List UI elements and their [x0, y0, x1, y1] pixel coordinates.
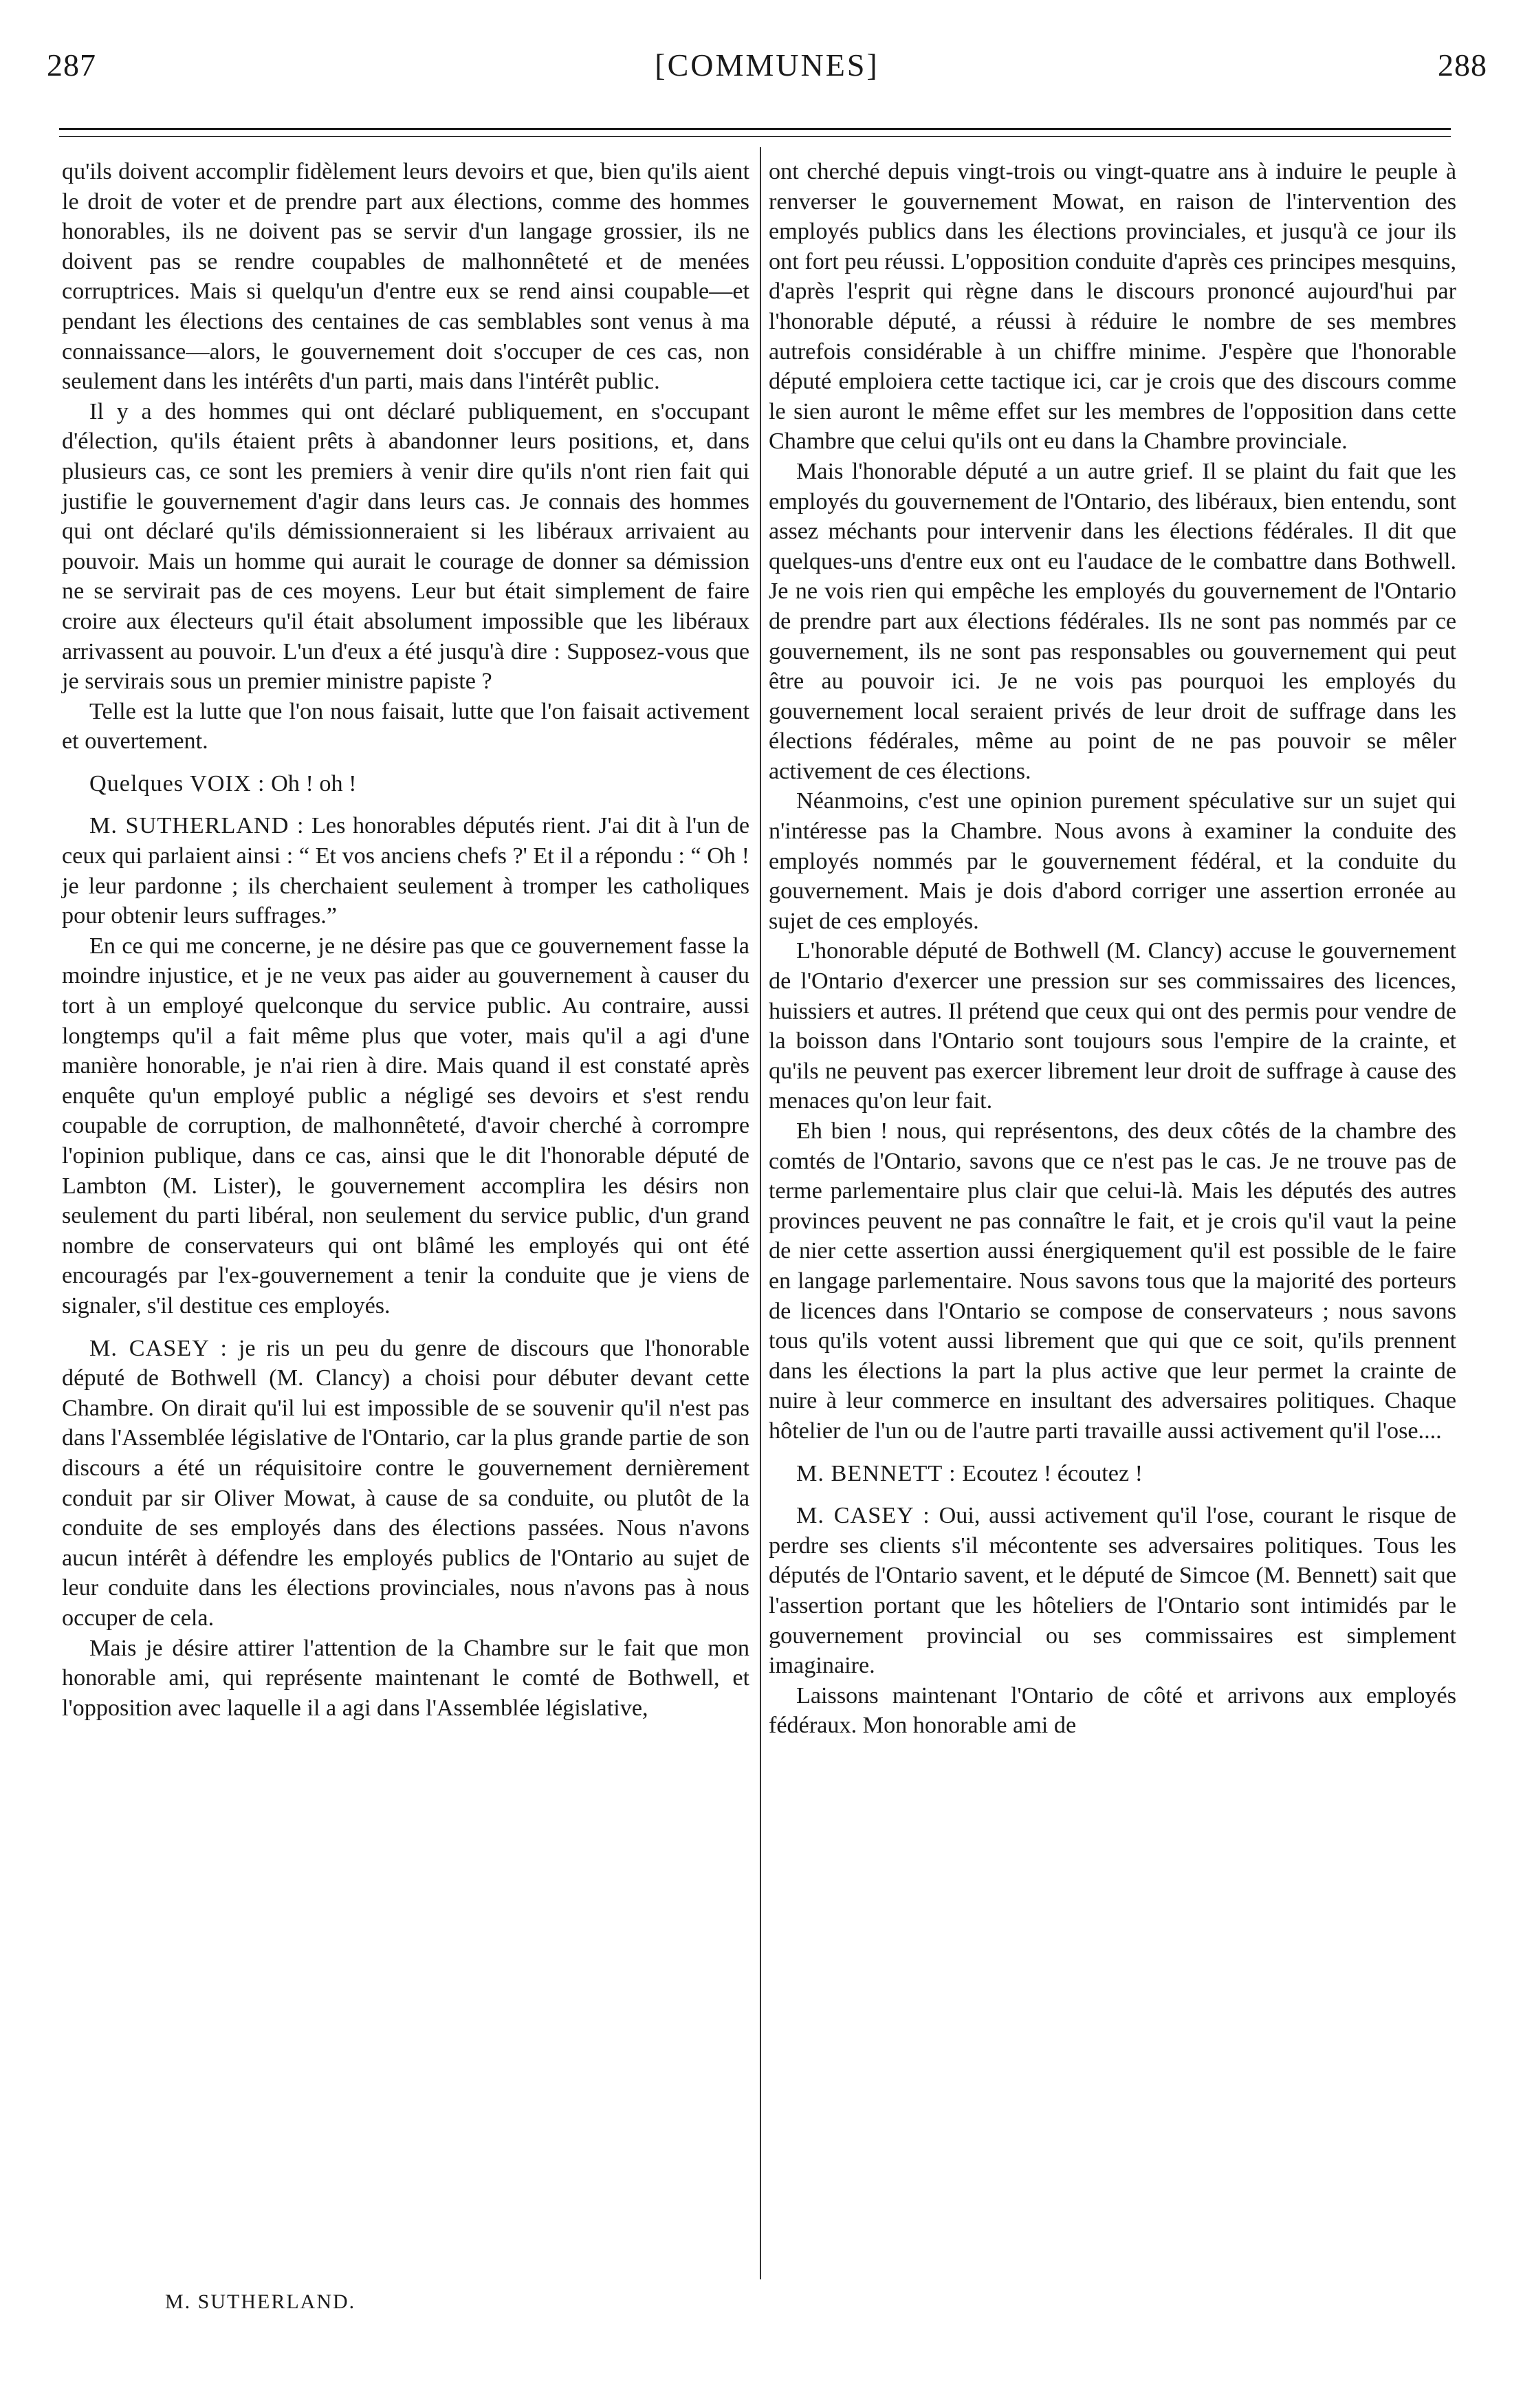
column-divider [760, 147, 761, 2279]
paragraph: qu'ils doivent accomplir fidèlement leurs devoirs et que, bien qu'ils aient le droit de voter et de prendre part aux élections, comme des hommes honorables, ils ne doivent pas se servir d'un langage grossier, ils ne doivent pas se rendre coupables de malhonnêteté et de menées corruptrices. Mais si quelqu'un d'entre eux se rend ainsi coupable—et pendant les élections des centaines de cas semblables sont venus à ma connaissance—alors, le gouvernement doit s'occuper de ces cas, non seulement dans les intérêts d'un parti, mais dans l'intérêt public. [62, 159, 749, 395]
header-rule-bottom [59, 136, 1451, 137]
paragraph: Eh bien ! nous, qui représentons, des deux côtés de la chambre des comtés de l'Ontario, savons que ce n'est pas le cas. Je ne trouve pas de terme parlementaire plus clair que celui-là. Mais les députés des autres provinces peuvent ne pas connaître le fait, et je crois qu'il vaut la peine de nier cette assertion aussi énergiquement qu'il est possible de le faire en langage parlementaire. Nous savons tous que la majorité des porteurs de licences dans l'Ontario se compose de conservateurs ; nous savons tous qu'ils votent aussi librement que qui que ce soit, qu'ils prennent dans les élections la part la plus active que leur permet la crainte de nuire à leur commerce en insultant des adversaires politiques. Chaque hôtelier de l'un ou de l'autre parti travaille aussi activement qu'il l'ose.... [769, 1118, 1456, 1444]
page-number-left: 287 [47, 47, 96, 83]
paragraph: En ce qui me concerne, je ne désire pas que ce gouvernement fasse la moindre injustice, et je ne veux pas aider au gouvernement à causer du tort à un employé quelconque du service public. Au contraire, aussi longtemps qu'il a fait même plus que voter, mais qu'il a agi d'une manière honorable, je n'ai rien à dire. Mais quand il est constaté après enquête qu'un employé public a négligé ses devoirs et s'est rendu coupable de corruption, de malhonnêteté, d'avoir cherché à corrompre l'opinion publique, dans ce cas, ainsi que le dit l'honorable député de Lambton (M. Lister), le gouvernement accomplira les désirs non seulement du parti libéral, non seulement du service public, d'un grand nombre de conservateurs qui ont blâmé les employés qui ont été encouragés par l'ex-gouvernement a tenir la conduite que je viens de signaler, s'il destitue ces employés. [62, 933, 749, 1319]
paragraph: Néanmoins, c'est une opinion purement spéculative sur un sujet qui n'intéresse pas la Chambre. Nous avons à examiner la conduite des employés nommés par le gouvernement fédéral, et la conduite du gouvernement. Mais je dois d'abord corriger une assertion erronée au sujet de ces employés. [769, 788, 1456, 934]
paragraph: L'honorable député de Bothwell (M. Clancy) accuse le gouvernement de l'Ontario d'exercer une pression sur ses commissaires des licences, huissiers et autres. Il prétend que ceux qui ont des permis pour vendre de la boisson dans l'Ontario sont toujours sous l'empire de la crainte, et qu'ils ne peuvent pas exercer librement leur droit de suffrage à cause des menaces qu'on leur fait. [769, 938, 1456, 1114]
interjection [62, 769, 749, 799]
paragraph: ont cherché depuis vingt-trois ou vingt-quatre ans à induire le peuple à renverser le gouvernement Mowat, en raison de l'intervention des employés publics dans les élections provinciales, et jusqu'à ce jour ils ont fort peu réussi. L'opposition conduite d'après ces principes mesquins, d'après l'esprit qui règne dans le discours prononcé aujourd'hui par l'honorable député, a réussi à réduire le nombre de ses membres autrefois considérable à un chiffre minime. J'espère que l'honorable député emploiera cette tactique ici, car je crois que des discours comme le sien auront le même effet sur les membres de l'opposition dans cette Chambre que celui qu'ils ont eu dans la Chambre provinciale. [769, 159, 1456, 455]
running-title: [COMMUNES] [655, 47, 879, 83]
paragraph: Telle est la lutte que l'on nous faisait, lutte que l'on faisait activement et ouvertement. [62, 698, 749, 755]
speech-text: Ecoutez ! écoutez ! [962, 1460, 1143, 1486]
right-column [769, 157, 1456, 1741]
speech-text: je ris un peu du genre de discours que l'honorable député de Bothwell (M. Clancy) a choisi pour débuter devant cette Chambre. On dirait qu'il lui est impossible de se souvenir qu'il n'est pas dans l'Assemblée législative de l'Ontario, car la plus grande partie de son discours a été un réquisitoire contre le gouvernement dernièrement conduit par sir Oliver Mowat, à cause de sa conduite, ou plutôt de la conduite de ses employés dans des élections passées. Nous n'avons aucun intérêt à défendre les employés publics de l'Ontario au sujet de leur conduite dans les élections provinciales, nous n'avons pas à nous occuper de cela. [62, 1335, 749, 1631]
left-column [62, 157, 749, 1723]
paragraph: Mais l'honorable député a un autre grief. Il se plaint du fait que les employés du gouvernement de l'Ontario, des libéraux, bien entendu, sont assez méchants pour intervenir dans les élections fédérales. Il dit que quelques-uns d'entre eux ont eu l'audace de le combattre dans Bothwell. Je ne vois rien qui empêche les employés du gouvernement de l'Ontario de prendre part aux élections fédérales. Ils ne sont pas nommés par ce gouvernement, ils ne sont pas responsables ou gouvernement qui peut être au pouvoir ici. Je ne vois pas pourquoi les employés du gouvernement local seraient privés de leur droit de suffrage dans les élections fédérales, même au point de ne pas pouvoir se mêler activement de ces élections. [769, 458, 1456, 784]
speaker-name: M. CASEY : [89, 1335, 228, 1361]
speaker-name: M. BENNETT : [796, 1460, 956, 1486]
speech [62, 811, 749, 931]
speech-text: Oui, aussi activement qu'il l'ose, courant le risque de perdre ses clients s'il mécontente ses adversaires politiques. Tous les députés de l'Ontario savent, et le député de Simcoe (M. Bennett) sait que l'assertion portant que les hôteliers de l'Ontario sont intimidés par le gouvernement provincial ou ses commissaires est simplement imaginaire. [769, 1503, 1456, 1679]
speaker-name: Quelques VOIX : [89, 770, 265, 796]
speaker-name: M. CASEY : [796, 1503, 930, 1529]
page-number-right: 288 [1438, 47, 1487, 83]
speech-text: Oh ! oh ! [271, 770, 357, 796]
speech-text: Les honorables députés rient. J'ai dit à l'un de ceux qui parlaient ainsi : “ Et vos anciens chefs ?' Et il a répondu : “ Oh ! je leur pardonne ; ils cherchaient seulement à tromper les catholiques pour obtenir leurs suffrages.” [62, 813, 749, 929]
header-rule-top [59, 128, 1451, 130]
speech [62, 1334, 749, 1634]
interjection [769, 1459, 1456, 1489]
speech [769, 1501, 1456, 1681]
page-footer-speaker: M. SUTHERLAND. [165, 2290, 356, 2313]
speaker-name: M. SUTHERLAND : [89, 813, 305, 839]
paragraph: Laissons maintenant l'Ontario de côté et arrivons aux employés fédéraux. Mon honorable ami de [769, 1682, 1456, 1739]
paragraph: Il y a des hommes qui ont déclaré publiquement, en s'occupant d'élection, qu'ils étaient prêts à abandonner leurs positions, et, dans plusieurs cas, ce sont les premiers à venir dire qu'ils n'ont rien fait qui justifie le gouvernement d'agir dans leurs cas. Je connais des hommes qui ont déclaré qu'ils démissionneraient si les libéraux arrivaient au pouvoir. Mais un homme qui aurait le courage de donner sa démission ne se servirait pas de ces moyens. Leur but était simplement de faire croire aux électeurs qu'il était absolument impossible que les libéraux arrivassent au pouvoir. L'un d'eux a été jusqu'à dire : Supposez-vous que je servirais sous un premier ministre papiste ? [62, 398, 749, 695]
paragraph: Mais je désire attirer l'attention de la Chambre sur le fait que mon honorable ami, qui représente maintenant le comté de Bothwell, et l'opposition avec laquelle il a agi dans l'Assemblée législative, [62, 1635, 749, 1721]
